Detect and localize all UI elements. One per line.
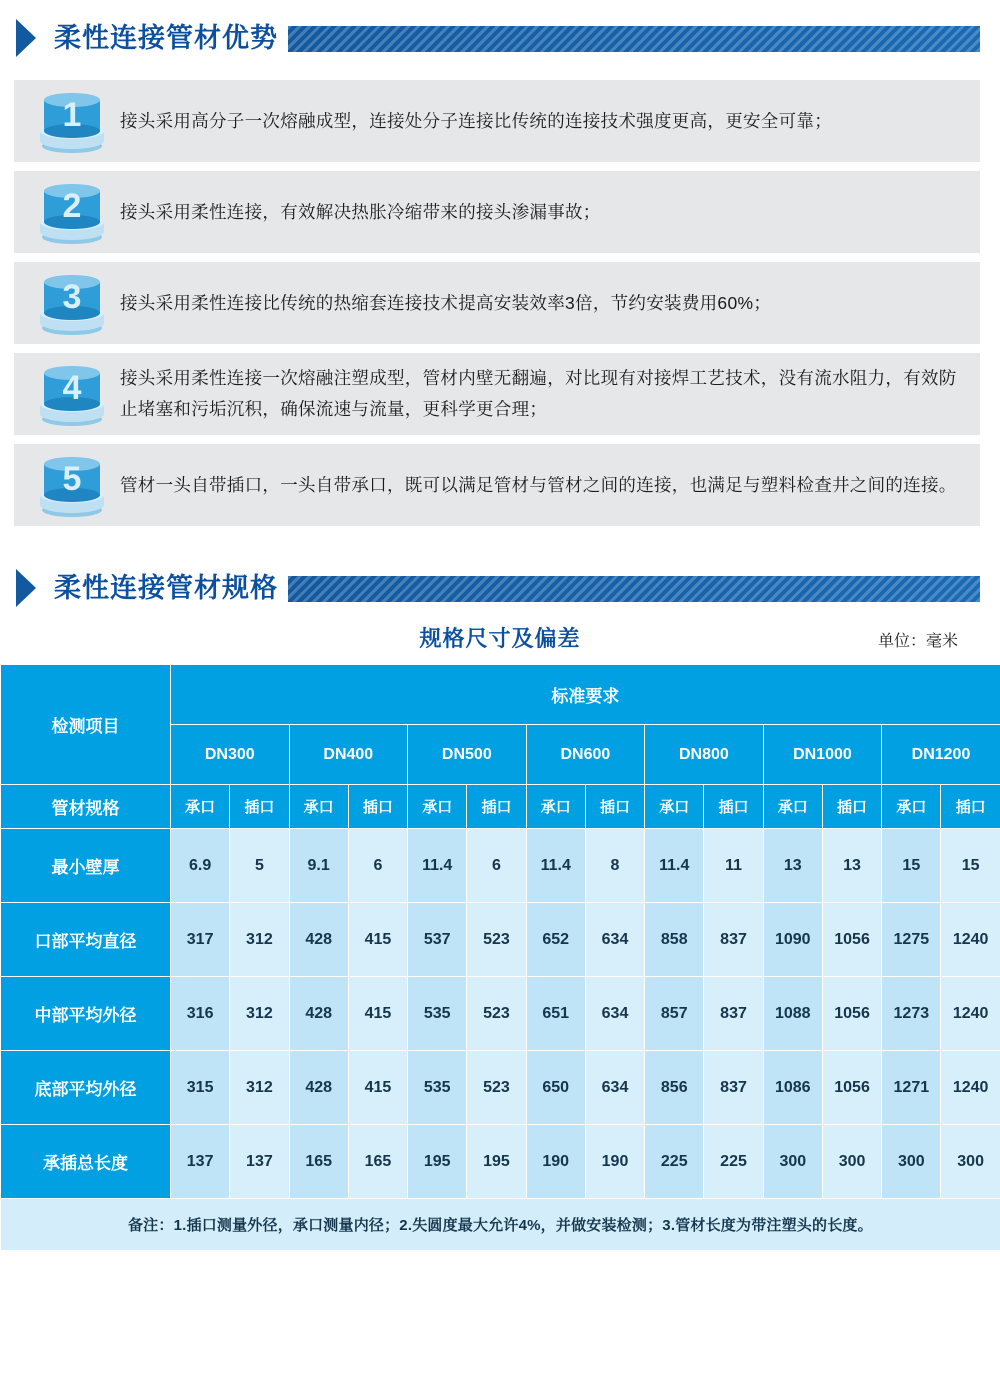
table-cell: 1240 — [941, 1051, 1000, 1125]
header-dn1200: DN1200 — [882, 725, 1000, 785]
subheader-socket: 承口 — [882, 785, 941, 829]
advantage-text: 接头采用柔性连接比传统的热缩套连接技术提高安装效率3倍，节约安装费用60%； — [120, 292, 772, 313]
table-cell: 837 — [704, 903, 763, 977]
header-standard-requirement: 标准要求 — [171, 665, 1000, 725]
table-cell: 11.4 — [645, 829, 704, 903]
table-cell: 1056 — [822, 977, 881, 1051]
table-cell: 195 — [467, 1125, 526, 1199]
spec-section-header — [14, 566, 980, 610]
advantage-text: 接头采用柔性连接，有效解决热胀冷缩带来的接头渗漏事故； — [120, 201, 601, 222]
table-cell: 415 — [348, 903, 407, 977]
advantage-text: 管材一头自带插口，一头自带承口，既可以满足管材与管材之间的连接，也满足与塑料检查井之间的连接。 — [120, 474, 957, 495]
row-label: 底部平均外径 — [1, 1051, 171, 1125]
advantages-list — [14, 80, 980, 526]
svg-text:5: 5 — [62, 460, 82, 498]
table-cell: 9.1 — [289, 829, 348, 903]
table-cell: 428 — [289, 903, 348, 977]
table-cell: 6.9 — [171, 829, 230, 903]
table-cell: 634 — [585, 903, 644, 977]
table-cell: 651 — [526, 977, 585, 1051]
table-cell: 13 — [822, 829, 881, 903]
row-label: 承插总长度 — [1, 1125, 171, 1199]
subheader-socket: 承口 — [408, 785, 467, 829]
table-cell: 428 — [289, 1051, 348, 1125]
table-cell: 13 — [763, 829, 822, 903]
table-cell: 137 — [171, 1125, 230, 1199]
table-cell: 1088 — [763, 977, 822, 1051]
table-cell: 225 — [645, 1125, 704, 1199]
table-cell: 537 — [408, 903, 467, 977]
spec-table — [0, 664, 1000, 1251]
table-cell: 190 — [585, 1125, 644, 1199]
table-cell: 1271 — [882, 1051, 941, 1125]
subheader-spigot: 插口 — [704, 785, 763, 829]
header-dn500: DN500 — [408, 725, 527, 785]
table-row-note — [1, 1199, 1000, 1251]
svg-text:1: 1 — [62, 96, 82, 134]
subheader-spigot: 插口 — [941, 785, 1000, 829]
table-cell: 415 — [348, 1051, 407, 1125]
subheader-spigot: 插口 — [822, 785, 881, 829]
header-dn1000: DN1000 — [763, 725, 882, 785]
table-cell: 1240 — [941, 977, 1000, 1051]
table-cell: 6 — [348, 829, 407, 903]
table-cell: 15 — [941, 829, 1000, 903]
header-dn600: DN600 — [526, 725, 645, 785]
svg-text:2: 2 — [62, 187, 82, 225]
table-row — [1, 1125, 1000, 1199]
advantages-section-header — [14, 16, 980, 60]
table-cell: 1056 — [822, 903, 881, 977]
subheader-spigot: 插口 — [585, 785, 644, 829]
number-badge-4-icon — [24, 359, 120, 429]
table-cell: 428 — [289, 977, 348, 1051]
table-cell: 137 — [230, 1125, 289, 1199]
table-cell: 535 — [408, 1051, 467, 1125]
table-cell: 837 — [704, 1051, 763, 1125]
advantages-title: 柔性连接管材优势 — [54, 23, 278, 53]
subheader-socket: 承口 — [645, 785, 704, 829]
row-label: 最小壁厚 — [1, 829, 171, 903]
table-cell: 11.4 — [408, 829, 467, 903]
table-cell: 11.4 — [526, 829, 585, 903]
spec-title: 柔性连接管材规格 — [54, 573, 278, 603]
list-item — [14, 353, 980, 435]
table-cell: 1090 — [763, 903, 822, 977]
header-decorative-bar — [288, 26, 980, 52]
advantage-text: 接头采用柔性连接一次熔融注塑成型，管材内壁无翻遍，对比现有对接焊工艺技术，没有流水阻力，有效防止堵塞和污垢沉积，确保流速与流量，更科学更合理； — [120, 368, 957, 419]
table-row — [1, 1051, 1000, 1125]
table-cell: 190 — [526, 1125, 585, 1199]
table-cell: 1240 — [941, 903, 1000, 977]
chevron-right-icon — [14, 17, 48, 59]
advantage-text: 接头采用高分子一次熔融成型，连接处分子连接比传统的连接技术强度更高，更安全可靠； — [120, 110, 832, 131]
table-cell: 5 — [230, 829, 289, 903]
subheader-socket: 承口 — [289, 785, 348, 829]
table-row — [1, 665, 1000, 725]
table-cell: 316 — [171, 977, 230, 1051]
table-cell: 300 — [763, 1125, 822, 1199]
subheader-spigot: 插口 — [348, 785, 407, 829]
table-cell: 6 — [467, 829, 526, 903]
table-cell: 11 — [704, 829, 763, 903]
list-item — [14, 262, 980, 344]
table-cell: 523 — [467, 1051, 526, 1125]
subheader-socket: 承口 — [763, 785, 822, 829]
table-cell: 523 — [467, 903, 526, 977]
list-item — [14, 80, 980, 162]
table-cell: 312 — [230, 903, 289, 977]
row-label: 中部平均外径 — [1, 977, 171, 1051]
table-cell: 312 — [230, 977, 289, 1051]
table-cell: 858 — [645, 903, 704, 977]
table-cell: 8 — [585, 829, 644, 903]
subheader-socket: 承口 — [171, 785, 230, 829]
svg-text:3: 3 — [62, 278, 82, 316]
list-item — [14, 444, 980, 526]
table-cell: 195 — [408, 1125, 467, 1199]
table-cell: 634 — [585, 1051, 644, 1125]
header-dn300: DN300 — [171, 725, 290, 785]
spec-unit-label: 单位：毫米 — [877, 633, 958, 650]
table-cell: 165 — [348, 1125, 407, 1199]
table-cell: 1275 — [882, 903, 941, 977]
table-row — [1, 977, 1000, 1051]
number-badge-5-icon — [24, 450, 120, 520]
table-cell: 315 — [171, 1051, 230, 1125]
table-cell: 1273 — [882, 977, 941, 1051]
svg-text:4: 4 — [62, 369, 82, 407]
table-note: 备注：1.插口测量外径，承口测量内径；2.失圆度最大允许4%，并做安装检测；3.管材长度为带注塑头的长度。 — [1, 1199, 1000, 1251]
row-label: 口部平均直径 — [1, 903, 171, 977]
list-item — [14, 171, 980, 253]
table-row — [1, 829, 1000, 903]
table-cell: 225 — [704, 1125, 763, 1199]
table-cell: 634 — [585, 977, 644, 1051]
spec-caption-row — [0, 622, 1000, 664]
table-cell: 535 — [408, 977, 467, 1051]
table-cell: 15 — [882, 829, 941, 903]
subheader-socket: 承口 — [526, 785, 585, 829]
table-cell: 300 — [822, 1125, 881, 1199]
table-cell: 1056 — [822, 1051, 881, 1125]
table-cell: 312 — [230, 1051, 289, 1125]
spec-caption: 规格尺寸及偏差 — [419, 626, 581, 651]
table-cell: 415 — [348, 977, 407, 1051]
table-cell: 856 — [645, 1051, 704, 1125]
table-row — [1, 785, 1000, 829]
table-cell: 652 — [526, 903, 585, 977]
table-cell: 165 — [289, 1125, 348, 1199]
subheader-spigot: 插口 — [230, 785, 289, 829]
row-label-pipe-spec: 管材规格 — [1, 785, 171, 829]
table-cell: 523 — [467, 977, 526, 1051]
spec-section — [0, 566, 1000, 1251]
header-check-item: 检测项目 — [1, 665, 171, 785]
table-cell: 650 — [526, 1051, 585, 1125]
table-cell: 857 — [645, 977, 704, 1051]
subheader-spigot: 插口 — [467, 785, 526, 829]
table-cell: 300 — [941, 1125, 1000, 1199]
chevron-right-icon — [14, 567, 48, 609]
header-dn400: DN400 — [289, 725, 408, 785]
table-row — [1, 903, 1000, 977]
number-badge-2-icon — [24, 177, 120, 247]
header-decorative-bar — [288, 576, 980, 602]
number-badge-1-icon — [24, 86, 120, 156]
table-cell: 300 — [882, 1125, 941, 1199]
table-cell: 1086 — [763, 1051, 822, 1125]
number-badge-3-icon — [24, 268, 120, 338]
table-cell: 837 — [704, 977, 763, 1051]
table-cell: 317 — [171, 903, 230, 977]
header-dn800: DN800 — [645, 725, 764, 785]
